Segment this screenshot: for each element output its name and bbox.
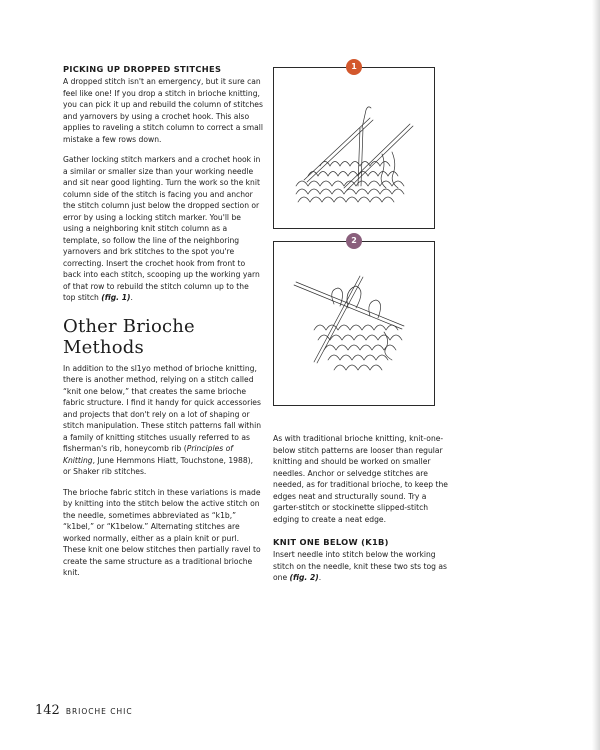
page-number: 142 [35,703,60,718]
figure-number-badge: 2 [346,233,362,249]
left-column [63,60,263,588]
section-heading-dropped-stitches: PICKING UP DROPPED STITCHES [63,64,222,74]
paragraph-text: Gather locking stitch markers and a crochet hook in a similar or smaller size than your working needle and sit near good lighting. Turn the work so the knit column side of the stitch is facing you and anchor the stitch column just below the dropped section or error by using a locking stitch marker. You'll be using a neighboring knit stitch column as a template, so follow the line of the neighboring yarnovers and brk stitches to the spot you're correcting. Insert the crochet hook from front to back into each stitch, scooping up the working yarn of that row to rebuild the stitch column up to the top stitch [63,155,261,302]
page-footer [35,703,133,718]
paragraph-dropped-stitch-intro [63,76,263,145]
book-title: Principles of Knitting [63,444,233,465]
figure-reference: (fig. 2) [289,573,319,582]
paragraph-knit-one-below-intro [63,363,263,478]
paragraph-text: . [318,573,322,582]
paragraph-text: The brioche fabric stitch in these variations is made by knitting into the stitch below the active stitch on the needle, sometimes abbreviated as “k1b,” “k1bel,” or “K1below.” Alternating stitches are worked normally, either as a plain knit or purl. These knit one below stitches then partially ravel to create the same structure as a traditional brioche knit. [63,487,261,577]
page-edge [592,0,600,750]
paragraph-text: . [130,293,133,302]
figure-1 [273,62,435,229]
paragraph-text: In addition to the sl1yo method of brioche knitting, there is another method, relying on a stitch called “knit one below,” that creates the same brioche fabric structure. I find it handy for quick accessories and projects that don't rely on a lot of shaping or stitch manipulation. These stitch patterns fall within a family of knitting stitches usually referred to as fisherman's rib, honeycomb rib ( [63,363,262,453]
paragraph-brioche-fabric-stitch [63,487,263,579]
section-heading-other-methods: Other Brioche Methods [63,315,195,358]
paragraph-text: , June Hemmons Hiatt, Touchstone, 1988), or Shaker rib stitches. [63,455,254,476]
paragraph-crochet-hook-method [63,154,263,304]
right-column [273,433,448,593]
figure-number-badge: 1 [346,59,362,75]
figure-2 [273,236,435,406]
running-title: BRIOCHE CHIC [65,707,133,716]
knitting-illustration-2 [274,242,434,405]
section-heading-knit-one-below: KNIT ONE BELOW (K1B) [273,537,389,547]
paragraph-k1b-instructions [273,549,448,584]
figure-reference: (fig. 1) [101,293,131,302]
paragraph-text: As with traditional brioche knitting, knit-one-below stitch patterns are looser than regular knitting and should be worked on smaller needles. Anchor or selvedge stitches are needed, as for traditional brioche, to keep the edges neat and structurally sound. Try a garter-stitch or stockinette slipped-stitch edging to create a neat edge. [273,434,448,524]
knitting-illustration-1 [274,68,434,228]
paragraph-text: A dropped stitch isn't an emergency, but it sure can feel like one! If you drop a stitch in brioche knitting, you can pick it up and rebuild the column of stitches and yarnovers by using a crochet hook. This also applies to raveling a stitch column to correct a small mistake a few rows down. [63,77,263,144]
paragraph-text: Insert needle into stitch below the working stitch on the needle, knit these two sts tog as one [273,550,447,582]
paragraph-looser-patterns [273,433,448,525]
